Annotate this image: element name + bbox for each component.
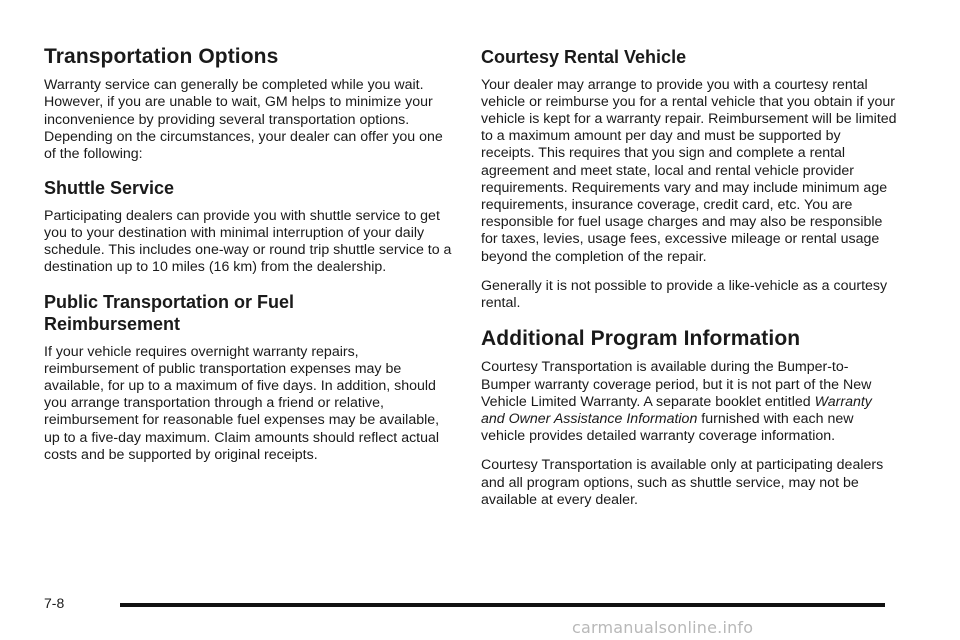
public-heading-line1: Public Transportation or Fuel <box>44 291 295 312</box>
left-column <box>44 44 452 476</box>
courtesy-rental-heading: Courtesy Rental Vehicle <box>481 47 687 67</box>
additional-program-text-2: Courtesy Transportation is available only at participating dealers and all program options, such as shuttle service, may not be available at every dealer. <box>481 457 884 508</box>
courtesy-rental-text: Your dealer may arrange to provide you with a courtesy rental vehicle or reimburse you for a rental vehicle that you obtain if your vehicle is kept for a warranty repair. Reimbursement will be limited to a maximum amount per day and must be supported by receipts. This requires that you sign and complete a rental agreement and meet state, local and rental vehicle provider requirements. Requirements vary and may include minimum age requirements, insurance coverage, credit card, etc. You are responsible for fuel usage charges and may also be responsible for taxes, levies, usage fees, excessive mileage or rental usage beyond the completion of the repair. <box>481 76 897 265</box>
booklet-title: Warranty and Owner Assistance Information <box>481 393 872 427</box>
footer-rule <box>120 603 885 607</box>
additional-text-after: furnished with each new vehicle provides detailed warranty coverage information. <box>481 410 854 445</box>
public-transportation-text: If your vehicle requires overnight warranty repairs, reimbursement of public transportation expenses may be available, for up to a maximum of five days. In addition, should you arrange transportation through a friend or relative, reimbursement for reasonable fuel expenses may be available, up to a five-day maximum. Claim amounts should reflect actual costs and be supported by original receipts. <box>44 343 440 463</box>
public-heading-line2: Reimbursement <box>44 314 181 335</box>
additional-text-before: Courtesy Transportation is available during the Bumper-to-Bumper warranty coverage period, but it is not part of the New Vehicle Limited Warranty. A separate booklet entitled <box>481 359 872 410</box>
transportation-options-intro: Warranty service can generally be completed while you wait. However, if you are unable to wait, GM helps to minimize your inconvenience by providing several transportation options. Depending on the circumstances, your dealer can offer you one of the following: <box>44 77 443 162</box>
shuttle-service-text: Participating dealers can provide you with shuttle service to get you to your destination with minimal interruption of your daily schedule. This includes one-way or round trip shuttle service to a destination up to 10 miles (16 km) from the dealership. <box>44 207 452 276</box>
right-column <box>481 44 897 521</box>
public-transportation-heading <box>44 291 452 336</box>
courtesy-rental-note: Generally it is not possible to provide a like-vehicle as a courtesy rental. <box>481 277 888 311</box>
additional-program-text <box>481 359 897 445</box>
page-number: 7-8 <box>44 595 65 611</box>
additional-program-heading: Additional Program Information <box>481 327 801 351</box>
watermark: carmanualsonline.info <box>572 618 754 637</box>
transportation-options-heading: Transportation Options <box>44 45 279 68</box>
shuttle-service-heading: Shuttle Service <box>44 178 175 199</box>
